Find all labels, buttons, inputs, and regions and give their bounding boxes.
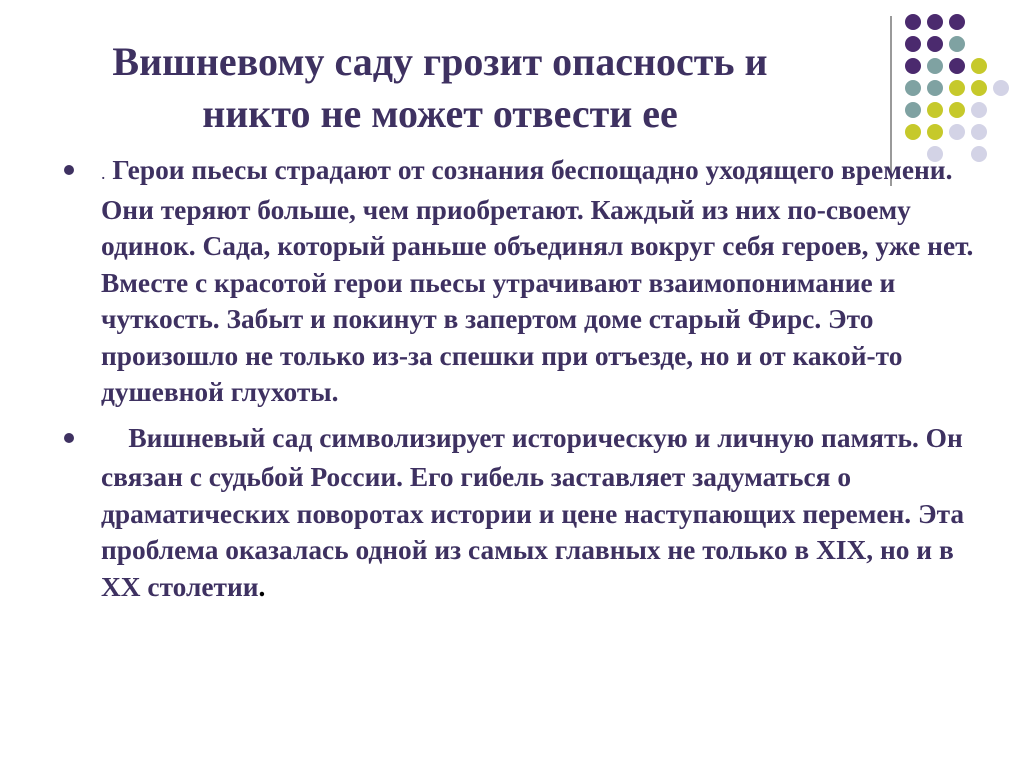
decorative-dot [905,80,921,96]
decorative-dot [905,102,921,118]
bullet-item [64,152,974,411]
decorative-dot [905,14,921,30]
decorative-dot [949,80,965,96]
decorative-dot [927,80,943,96]
bullet-lead-mark: . [101,163,106,183]
decorative-dot [949,14,965,30]
decorative-dot [927,14,943,30]
decorative-dot [927,58,943,74]
decorative-dot [949,36,965,52]
slide-title-line-1: Вишневому саду грозит опасность и [112,39,768,84]
bullet-item [64,420,974,606]
decorative-dot [905,58,921,74]
slide-title [40,36,840,140]
decorative-dot [949,58,965,74]
decorative-dot [927,102,943,118]
decorative-dot [971,58,987,74]
decorative-dot [971,124,987,140]
decorative-dot [971,102,987,118]
decorative-dot [927,36,943,52]
decorative-dot [905,124,921,140]
bullet-text: Вишневый сад символизирует историческую и личную память. Он связан с судьбой России. Его гибель заставляет задуматься о драматических поворотах истории и цене наступающих перемен. Эта проблема оказалась одной из самых главных не только в XIX, но и в XX столетии [101,422,965,602]
bullet-dot-icon [64,165,74,175]
slide-title-line-2: никто не может отвести ее [202,91,678,136]
bullet-text: Герои пьесы страдают от сознания беспощадно уходящего времени. Они теряют больше, чем приобретают. Каждый из них по-своему одинок. Сада, который раньше объединял вокруг себя героев, уже нет. Вместе с красотой герои пьесы утрачивают взаимопонимание и чуткость. Забыт и покинут в запертом доме старый Фирс. Это произошло не только из-за спешки при отъезде, но и от какой-то душевной глухоты. [101,155,974,407]
decorative-dot-grid [905,14,1017,166]
decorative-dot [949,102,965,118]
bullet-tail: . [258,571,266,602]
decorative-dot [927,124,943,140]
decorative-dot [905,36,921,52]
decorative-dot [993,80,1009,96]
bullet-dot-icon [64,433,74,443]
decorative-dot [949,124,965,140]
bullet-list [64,152,974,614]
decorative-dot [971,80,987,96]
